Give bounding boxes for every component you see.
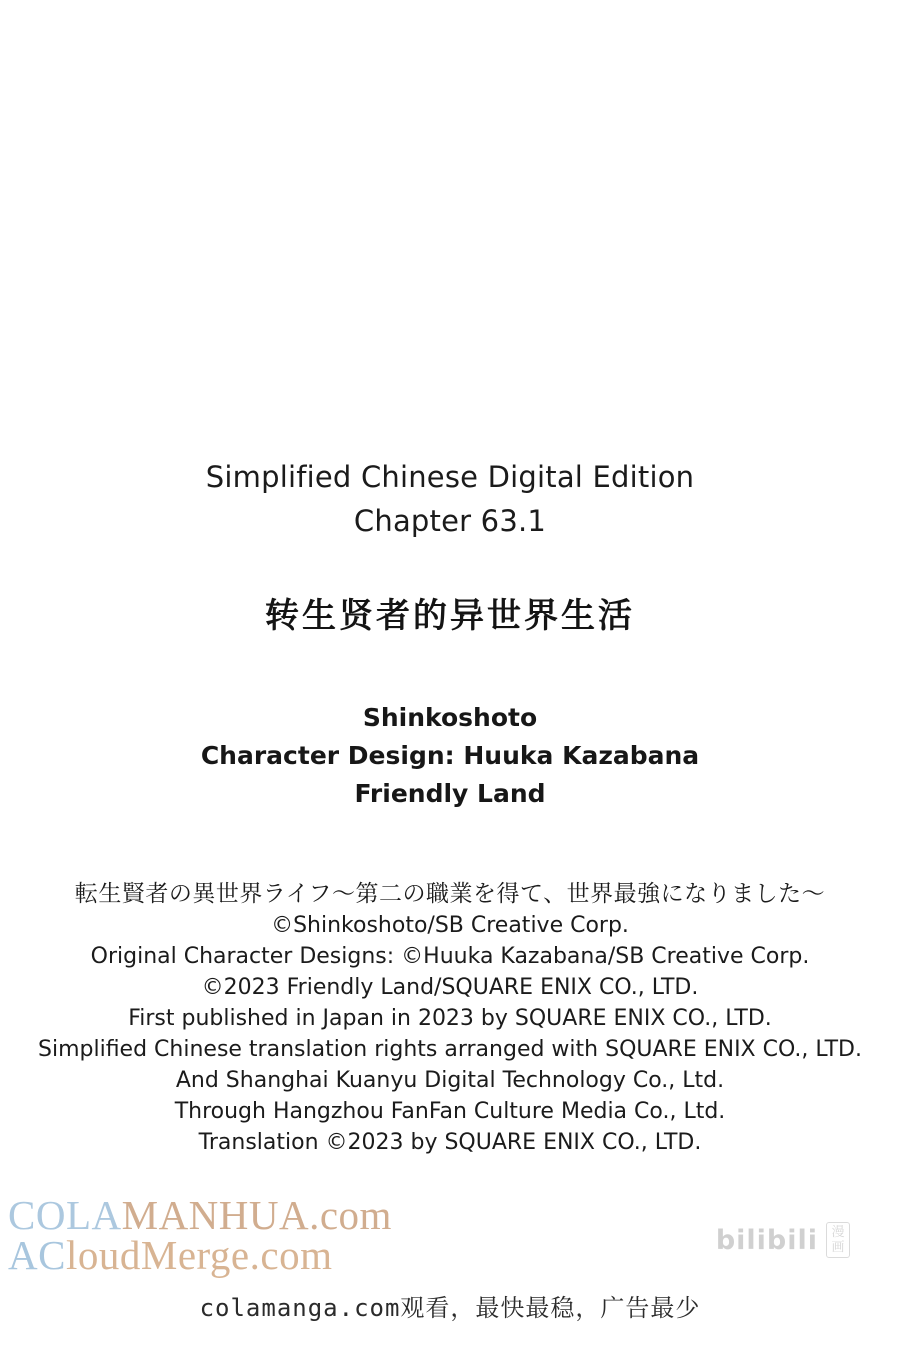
watermark-acloudmerge-prefix: AC (8, 1232, 66, 1278)
bilibili-logo-text: bilibili (715, 1224, 818, 1256)
legal-line-copyright-author: ©Shinkoshoto/SB Creative Corp. (271, 913, 629, 938)
edition-info (0, 455, 900, 543)
chapter-line: Chapter 63.1 (353, 504, 547, 538)
staff-art: Friendly Land (354, 779, 546, 808)
legal-line-character-designs: Original Character Designs: ©Huuka Kazabana/SB Creative Corp. (90, 944, 810, 969)
credits-block (0, 455, 900, 1158)
staff-credits (0, 699, 900, 813)
watermark-acloudmerge (8, 1232, 332, 1278)
staff-author: Shinkoshoto (362, 703, 538, 732)
legal-line-copyright-publisher: ©2023 Friendly Land/SQUARE ENIX CO., LTD. (201, 975, 699, 1000)
footer-promo-note: colamanga.com观看，最快最稳，广告最少 (199, 1294, 701, 1322)
legal-notice (0, 879, 900, 1158)
legal-line-first-published: First published in Japan in 2023 by SQUARE ENIX CO., LTD. (128, 1006, 772, 1031)
legal-line-translation-rights: Simplified Chinese translation rights arranged with SQUARE ENIX CO., LTD. (38, 1037, 862, 1062)
legal-line-hangzhou-fanfan: Through Hangzhou FanFan Culture Media Co., Ltd. (174, 1099, 726, 1124)
legal-line-jp-title: 転生賢者の異世界ライフ～第二の職業を得て、世界最強になりました～ (74, 881, 826, 907)
watermark-colamanhua-suffix: MANHUA.com (121, 1192, 392, 1238)
edition-line: Simplified Chinese Digital Edition (205, 460, 695, 494)
legal-line-shanghai-kuanyu: And Shanghai Kuanyu Digital Technology Co., Ltd. (175, 1068, 725, 1093)
watermark-acloudmerge-suffix: loudMerge.com (65, 1232, 333, 1278)
staff-character-design: Character Design: Huuka Kazabana (200, 741, 700, 770)
legal-line-translation-copyright: Translation ©2023 by SQUARE ENIX CO., LTD. (198, 1130, 702, 1155)
series-title-chinese: 转生贤者的异世界生活 (265, 596, 635, 636)
bilibili-manga-badge: 漫画 (826, 1222, 850, 1258)
watermark-bilibili (716, 1222, 850, 1258)
watermark-colamanhua-prefix: COLA (8, 1192, 122, 1238)
